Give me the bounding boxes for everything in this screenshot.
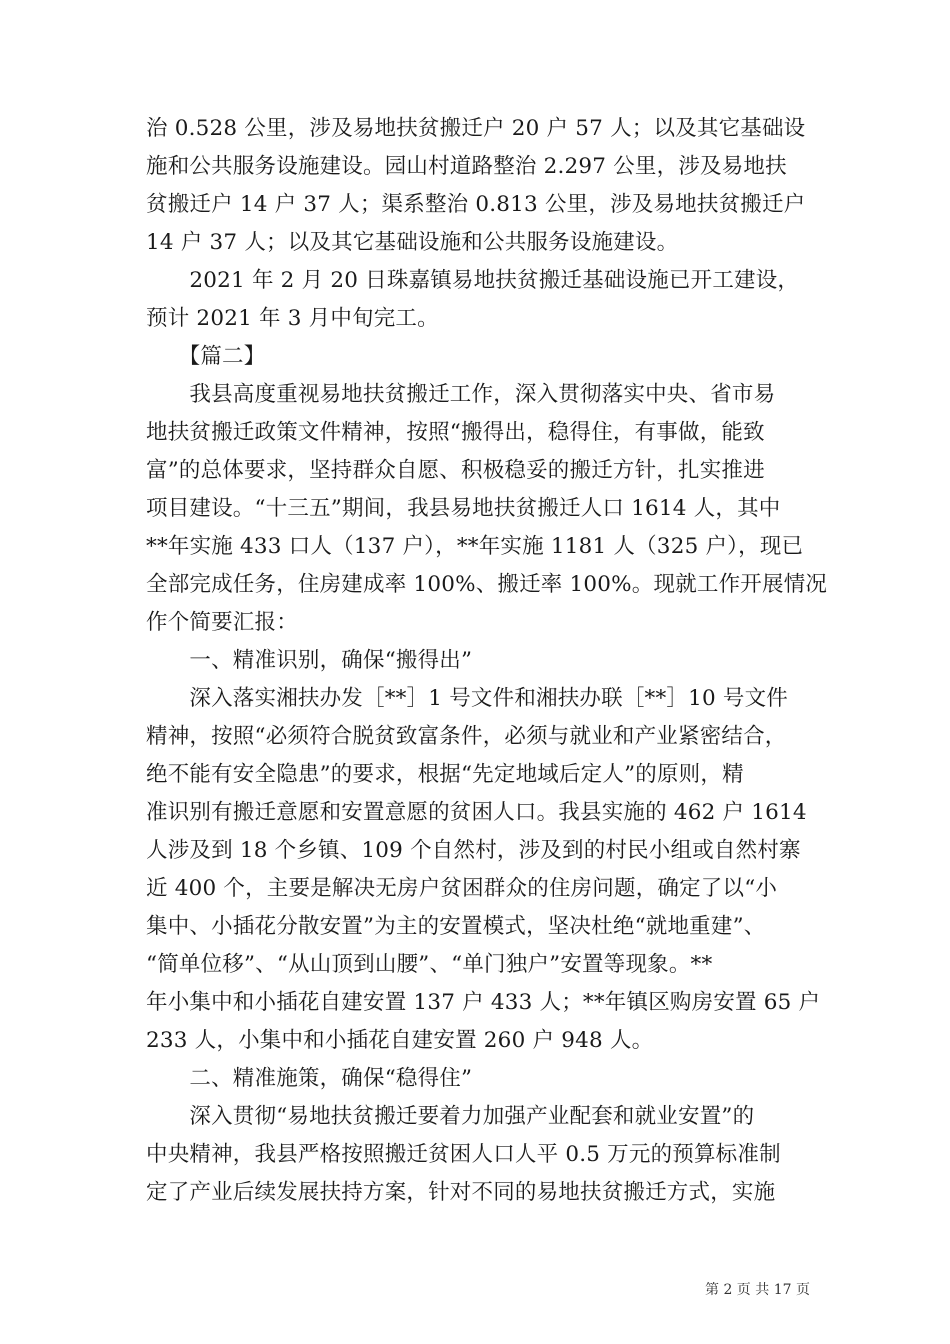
subsection-heading: 二、精准施策，确保“稳得住” bbox=[146, 1066, 473, 1091]
text-line: 中央精神，我县严格按照搬迁贫困人口人平 0.5 万元的预算标准制 bbox=[146, 1142, 781, 1167]
text-line: 深入落实湘扶办发［**］1 号文件和湘扶办联［**］10 号文件 bbox=[146, 686, 789, 711]
text-line: 预计 2021 年 3 月中旬完工。 bbox=[146, 306, 439, 331]
text-line: 贫搬迁户 14 户 37 人；渠系整治 0.813 公里，涉及易地扶贫搬迁户 bbox=[146, 192, 806, 217]
text-line: “简单位移”、“从山顶到山腰”、“单门独户”安置等现象。** bbox=[146, 952, 713, 977]
subsection-heading: 一、精准识别，确保“搬得出” bbox=[146, 648, 473, 673]
text-line: 作个简要汇报： bbox=[146, 610, 298, 635]
text-line: 2021 年 2 月 20 日珠嘉镇易地扶贫搬迁基础设施已开工建设， bbox=[146, 268, 800, 293]
text-line: 项目建设。“十三五”期间，我县易地扶贫搬迁人口 1614 人，其中 bbox=[146, 496, 781, 521]
text-line: 年小集中和小插花自建安置 137 户 433 人；**年镇区购房安置 65 户 bbox=[146, 990, 821, 1015]
text-line: 233 人，小集中和小插花自建安置 260 户 948 人。 bbox=[146, 1028, 654, 1053]
page-number: 第 2 页 共 17 页 bbox=[705, 1282, 810, 1298]
text-line: 治 0.528 公里，涉及易地扶贫搬迁户 20 户 57 人；以及其它基础设 bbox=[146, 116, 806, 141]
text-line: 绝不能有安全隐患”的要求，根据“先定地域后定人”的原则，精 bbox=[146, 762, 744, 787]
text-line: 施和公共服务设施建设。园山村道路整治 2.297 公里，涉及易地扶 bbox=[146, 154, 787, 179]
text-line: 人涉及到 18 个乡镇、109 个自然村，涉及到的村民小组或自然村寨 bbox=[146, 838, 801, 863]
text-line: **年实施 433 口人（137 户），**年实施 1181 人（325 户），现已 bbox=[146, 534, 804, 559]
text-line: 全部完成任务，住房建成率 100%、搬迁率 100%。现就工作开展情况 bbox=[146, 572, 828, 597]
text-line: 准识别有搬迁意愿和安置意愿的贫困人口。我县实施的 462 户 1614 bbox=[146, 800, 807, 825]
text-line: 地扶贫搬迁政策文件精神，按照“搬得出，稳得住，有事做，能致 bbox=[146, 420, 765, 445]
text-line: 精神，按照“必须符合脱贫致富条件，必须与就业和产业紧密结合， bbox=[146, 724, 787, 749]
text-line: 深入贯彻“易地扶贫搬迁要着力加强产业配套和就业安置”的 bbox=[146, 1104, 755, 1129]
text-line: 集中、小插花分散安置”为主的安置模式，坚决杜绝“就地重建”、 bbox=[146, 914, 766, 939]
text-line: 14 户 37 人；以及其它基础设施和公共服务设施建设。 bbox=[146, 230, 679, 255]
text-line: 我县高度重视易地扶贫搬迁工作，深入贯彻落实中央、省市易 bbox=[146, 382, 776, 407]
section-heading: 【篇二】 bbox=[146, 344, 266, 369]
text-line: 富”的总体要求，坚持群众自愿、积极稳妥的搬迁方针，扎实推进 bbox=[146, 458, 765, 483]
text-line: 近 400 个，主要是解决无房户贫困群众的住房问题，确定了以“小 bbox=[146, 876, 778, 901]
text-line: 定了产业后续发展扶持方案，针对不同的易地扶贫搬迁方式，实施 bbox=[146, 1180, 776, 1205]
